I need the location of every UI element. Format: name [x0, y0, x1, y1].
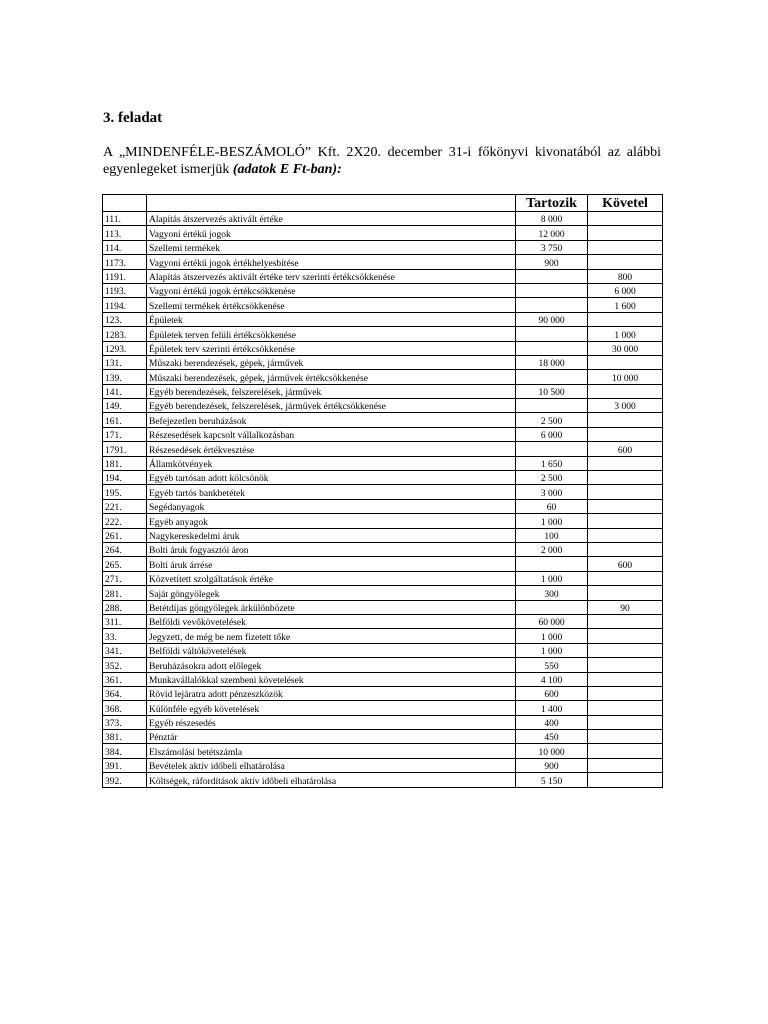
account-code-cell: 361. [103, 672, 147, 686]
credit-cell [588, 744, 663, 758]
table-header-row [103, 195, 663, 212]
credit-cell: 6 000 [588, 283, 663, 297]
debit-cell [516, 283, 588, 297]
account-code-cell: 373. [103, 715, 147, 729]
intro-emphasis: (adatok E Ft-ban): [232, 162, 342, 177]
debit-cell: 1 000 [516, 514, 588, 528]
debit-cell: 3 000 [516, 485, 588, 499]
table-row [103, 600, 663, 614]
table-row [103, 442, 663, 456]
credit-cell: 1 600 [588, 298, 663, 312]
debit-cell: 60 [516, 499, 588, 513]
table-row [103, 283, 663, 297]
credit-cell: 600 [588, 442, 663, 456]
debit-cell [516, 600, 588, 614]
debit-cell: 550 [516, 658, 588, 672]
table-row [103, 542, 663, 556]
table-row [103, 384, 663, 398]
debit-cell: 1 000 [516, 643, 588, 657]
account-name-cell: Szellemi termékek [147, 240, 516, 254]
table-row [103, 485, 663, 499]
debit-cell: 450 [516, 730, 588, 744]
account-code-cell: 171. [103, 427, 147, 441]
credit-cell [588, 255, 663, 269]
table-row [103, 643, 663, 657]
header-credit: Követel [588, 195, 663, 212]
debit-cell: 300 [516, 586, 588, 600]
account-name-cell: Épületek terv szerinti értékcsökkenése [147, 341, 516, 355]
table-row [103, 686, 663, 700]
table-row [103, 629, 663, 643]
credit-cell: 90 [588, 600, 663, 614]
account-name-cell: Befejezetlen beruházások [147, 413, 516, 427]
table-row [103, 557, 663, 571]
table-row [103, 471, 663, 485]
header-code [103, 195, 147, 212]
credit-cell [588, 643, 663, 657]
debit-cell [516, 341, 588, 355]
account-code-cell: 33. [103, 629, 147, 643]
account-name-cell: Egyéb berendezések, felszerelések, járművek értékcsökkenése [147, 399, 516, 413]
table-row [103, 255, 663, 269]
account-name-cell: Alapítás átszervezés aktivált értéke [147, 212, 516, 226]
debit-cell: 6 000 [516, 427, 588, 441]
account-name-cell: Államkötvények [147, 456, 516, 470]
account-name-cell: Alapítás átszervezés aktivált értéke terv szerinti értékcsökkenése [147, 269, 516, 283]
account-code-cell: 194. [103, 471, 147, 485]
debit-cell: 900 [516, 255, 588, 269]
credit-cell: 10 000 [588, 370, 663, 384]
account-name-cell: Segédanyagok [147, 499, 516, 513]
account-code-cell: 352. [103, 658, 147, 672]
account-code-cell: 149. [103, 399, 147, 413]
account-name-cell: Különféle egyéb követelések [147, 701, 516, 715]
debit-cell [516, 269, 588, 283]
account-code-cell: 139. [103, 370, 147, 384]
credit-cell [588, 528, 663, 542]
account-name-cell: Elszámolási betétszámla [147, 744, 516, 758]
account-name-cell: Részesedések kapcsolt vállalkozásban [147, 427, 516, 441]
credit-cell [588, 715, 663, 729]
table-row [103, 744, 663, 758]
table-row [103, 312, 663, 326]
account-name-cell: Vagyoni értékű jogok értékhelyesbítése [147, 255, 516, 269]
account-code-cell: 1293. [103, 341, 147, 355]
account-code-cell: 368. [103, 701, 147, 715]
credit-cell: 3 000 [588, 399, 663, 413]
table-row [103, 514, 663, 528]
table-row [103, 456, 663, 470]
table-row [103, 773, 663, 787]
debit-cell: 1 400 [516, 701, 588, 715]
debit-cell: 600 [516, 686, 588, 700]
account-code-cell: 1791. [103, 442, 147, 456]
account-name-cell: Szellemi termékek értékcsökkenése [147, 298, 516, 312]
debit-cell: 2 500 [516, 413, 588, 427]
account-name-cell: Közvetített szolgáltatások értéke [147, 571, 516, 585]
account-name-cell: Munkavállalókkal szembeni követelések [147, 672, 516, 686]
account-code-cell: 123. [103, 312, 147, 326]
debit-cell: 4 100 [516, 672, 588, 686]
page-title: 3. feladat [103, 110, 163, 126]
account-code-cell: 1194. [103, 298, 147, 312]
table-row [103, 212, 663, 226]
credit-cell [588, 586, 663, 600]
table-row [103, 226, 663, 240]
table-row [103, 499, 663, 513]
table-row [103, 427, 663, 441]
account-code-cell: 288. [103, 600, 147, 614]
account-code-cell: 391. [103, 758, 147, 772]
debit-cell [516, 399, 588, 413]
account-code-cell: 392. [103, 773, 147, 787]
debit-cell [516, 327, 588, 341]
table-row [103, 586, 663, 600]
credit-cell: 1 000 [588, 327, 663, 341]
account-name-cell: Épületek [147, 312, 516, 326]
account-code-cell: 114. [103, 240, 147, 254]
table-row [103, 370, 663, 384]
account-name-cell: Egyéb tartós bankbetétek [147, 485, 516, 499]
header-debit: Tartozik [516, 195, 588, 212]
credit-cell [588, 758, 663, 772]
account-name-cell: Pénztár [147, 730, 516, 744]
account-name-cell: Belföldi vevőkövetelések [147, 614, 516, 628]
account-code-cell: 264. [103, 542, 147, 556]
debit-cell [516, 557, 588, 571]
account-code-cell: 113. [103, 226, 147, 240]
credit-cell [588, 514, 663, 528]
table-row [103, 269, 663, 283]
account-name-cell: Rövid lejáratra adott pénzeszközök [147, 686, 516, 700]
debit-cell [516, 370, 588, 384]
account-code-cell: 261. [103, 528, 147, 542]
table-row [103, 658, 663, 672]
credit-cell: 30 000 [588, 341, 663, 355]
account-name-cell: Egyéb berendezések, felszerelések, járművek [147, 384, 516, 398]
account-name-cell: Egyéb részesedés [147, 715, 516, 729]
account-code-cell: 281. [103, 586, 147, 600]
account-code-cell: 271. [103, 571, 147, 585]
account-name-cell: Jegyzett, de még be nem fizetett tőke [147, 629, 516, 643]
table-row [103, 355, 663, 369]
debit-cell: 1 000 [516, 629, 588, 643]
credit-cell [588, 773, 663, 787]
account-name-cell: Belföldi váltókövetelések [147, 643, 516, 657]
account-code-cell: 195. [103, 485, 147, 499]
account-code-cell: 1193. [103, 283, 147, 297]
account-name-cell: Vagyoni értékű jogok [147, 226, 516, 240]
intro-text: A „MINDENFÉLE-BESZÁMOLÓ” Kft. 2X20. december 31-i főkönyvi kivonatából az alábbi egyenlegeket ismerjük [103, 145, 661, 177]
account-name-cell: Műszaki berendezések, gépek, járművek értékcsökkenése [147, 370, 516, 384]
account-code-cell: 181. [103, 456, 147, 470]
ledger-body [103, 212, 663, 788]
credit-cell [588, 240, 663, 254]
account-code-cell: 341. [103, 643, 147, 657]
debit-cell: 400 [516, 715, 588, 729]
account-code-cell: 161. [103, 413, 147, 427]
table-row [103, 399, 663, 413]
account-code-cell: 111. [103, 212, 147, 226]
credit-cell: 600 [588, 557, 663, 571]
account-code-cell: 1173. [103, 255, 147, 269]
account-name-cell: Egyéb tartósan adott kölcsönök [147, 471, 516, 485]
credit-cell [588, 427, 663, 441]
debit-cell: 1 000 [516, 571, 588, 585]
debit-cell: 900 [516, 758, 588, 772]
table-row [103, 730, 663, 744]
credit-cell [588, 226, 663, 240]
table-row [103, 715, 663, 729]
table-row [103, 528, 663, 542]
account-code-cell: 381. [103, 730, 147, 744]
credit-cell [588, 212, 663, 226]
account-name-cell: Betétdíjas göngyölegek árkülönbözete [147, 600, 516, 614]
account-name-cell: Beruházásokra adott előlegek [147, 658, 516, 672]
credit-cell [588, 686, 663, 700]
debit-cell: 1 650 [516, 456, 588, 470]
table-row [103, 413, 663, 427]
credit-cell [588, 456, 663, 470]
account-name-cell: Épületek terven felüli értékcsökkenése [147, 327, 516, 341]
account-name-cell: Bolti áruk fogyasztói áron [147, 542, 516, 556]
account-code-cell: 265. [103, 557, 147, 571]
account-name-cell: Költségek, ráfordítások aktív időbeli elhatárolása [147, 773, 516, 787]
account-code-cell: 221. [103, 499, 147, 513]
account-code-cell: 364. [103, 686, 147, 700]
debit-cell: 90 000 [516, 312, 588, 326]
credit-cell [588, 499, 663, 513]
account-code-cell: 222. [103, 514, 147, 528]
table-row [103, 298, 663, 312]
debit-cell: 60 000 [516, 614, 588, 628]
credit-cell [588, 542, 663, 556]
account-code-cell: 141. [103, 384, 147, 398]
account-code-cell: 311. [103, 614, 147, 628]
credit-cell [588, 471, 663, 485]
account-name-cell: Műszaki berendezések, gépek, járművek [147, 355, 516, 369]
table-row [103, 701, 663, 715]
debit-cell [516, 298, 588, 312]
credit-cell [588, 384, 663, 398]
credit-cell [588, 658, 663, 672]
table-row [103, 341, 663, 355]
debit-cell: 12 000 [516, 226, 588, 240]
account-code-cell: 384. [103, 744, 147, 758]
account-name-cell: Egyéb anyagok [147, 514, 516, 528]
table-row [103, 614, 663, 628]
table-row [103, 571, 663, 585]
account-name-cell: Saját göngyölegek [147, 586, 516, 600]
credit-cell: 800 [588, 269, 663, 283]
credit-cell [588, 672, 663, 686]
debit-cell: 5 150 [516, 773, 588, 787]
credit-cell [588, 312, 663, 326]
credit-cell [588, 485, 663, 499]
debit-cell: 2 500 [516, 471, 588, 485]
table-row [103, 240, 663, 254]
table-row [103, 758, 663, 772]
account-name-cell: Bevételek aktív időbeli elhatárolása [147, 758, 516, 772]
debit-cell: 8 000 [516, 212, 588, 226]
account-name-cell: Vagyoni értékű jogok értékcsökkenése [147, 283, 516, 297]
account-code-cell: 131. [103, 355, 147, 369]
debit-cell: 3 750 [516, 240, 588, 254]
credit-cell [588, 701, 663, 715]
account-code-cell: 1283. [103, 327, 147, 341]
account-name-cell: Bolti áruk árrése [147, 557, 516, 571]
header-name [147, 195, 516, 212]
debit-cell: 18 000 [516, 355, 588, 369]
debit-cell: 10 500 [516, 384, 588, 398]
debit-cell [516, 442, 588, 456]
account-name-cell: Nagykereskedelmi áruk [147, 528, 516, 542]
credit-cell [588, 629, 663, 643]
debit-cell: 100 [516, 528, 588, 542]
credit-cell [588, 730, 663, 744]
credit-cell [588, 355, 663, 369]
table-row [103, 672, 663, 686]
credit-cell [588, 413, 663, 427]
intro-paragraph [103, 144, 661, 178]
debit-cell: 2 000 [516, 542, 588, 556]
account-name-cell: Részesedések értékvesztése [147, 442, 516, 456]
credit-cell [588, 614, 663, 628]
ledger-table [102, 194, 663, 788]
account-code-cell: 1191. [103, 269, 147, 283]
debit-cell: 10 000 [516, 744, 588, 758]
credit-cell [588, 571, 663, 585]
table-row [103, 327, 663, 341]
